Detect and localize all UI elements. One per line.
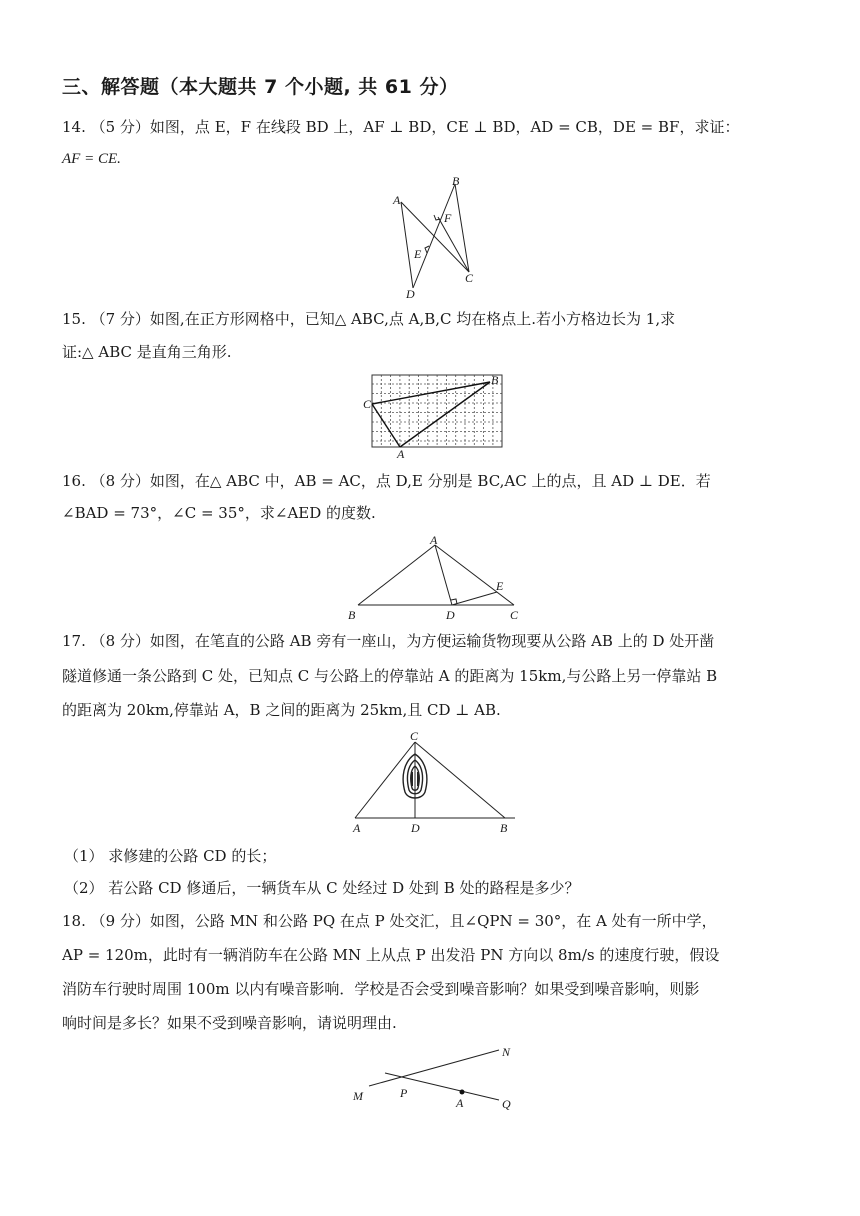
label-b: B xyxy=(348,608,356,622)
q18-text-line-2: AP = 120m，此时有一辆消防车在公路 MN 上从点 P 出发沿 PN 方向以 8m/s 的速度行驶，假设 xyxy=(62,946,720,964)
label-q: Q xyxy=(502,1097,511,1111)
q14-text-line-2: AF = CE. xyxy=(62,151,121,167)
label-p: P xyxy=(400,1086,408,1100)
label-e: E xyxy=(414,247,422,261)
segment-ad xyxy=(401,202,413,288)
label-f: F xyxy=(444,211,452,225)
label-b: B xyxy=(491,373,499,387)
q14-figure xyxy=(380,172,490,302)
label-c: C xyxy=(465,271,474,285)
label-a: A xyxy=(430,535,438,547)
label-m: M xyxy=(353,1089,363,1103)
q14-text-line-1: 14. （5 分）如图，点 E，F 在线段 BD 上，AF ⊥ BD，CE ⊥ BD，AD = CB，DE = BF，求证： xyxy=(62,118,740,136)
q17-text-line-2: 隧道修通一条公路到 C 处，已知点 C 与公路上的停靠站 A 的距离为 15km,与公路上另一停靠站 B xyxy=(62,667,718,685)
q16-figure xyxy=(340,535,530,625)
q18-text-line-1: 18. （9 分）如图，公路 MN 和公路 PQ 在点 P 处交汇，且∠QPN = 30°，在 A 处有一所中学， xyxy=(62,912,717,930)
label-d: D xyxy=(411,821,420,835)
label-n: N xyxy=(502,1045,511,1059)
q18-text-line-4: 响时间是多长？如果不受到噪音影响，请说明理由. xyxy=(62,1014,397,1032)
label-d: D xyxy=(406,287,415,301)
label-c: C xyxy=(510,608,519,622)
label-c: C xyxy=(410,729,419,743)
label-a: A xyxy=(353,821,361,835)
q17-text-line-1: 17. （8 分）如图，在笔直的公路 AB 旁有一座山，为方便运输货物现要从公路 AB 上的 D 处开凿 xyxy=(62,632,715,650)
label-d: D xyxy=(446,608,455,622)
q17-subquestion-1: （1） 求修建的公路 CD 的长； xyxy=(64,847,277,865)
q17-text-line-3: 的距离为 20km,停靠站 A，B 之间的距离为 25km,且 CD ⊥ AB. xyxy=(62,701,501,719)
label-b: B xyxy=(500,821,508,835)
label-a: A xyxy=(397,447,405,460)
q18-text-line-3: 消防车行驶时周围 100m 以内有噪音影响．学校是否会受到噪音影响？如果受到噪音影响，则影 xyxy=(62,980,700,998)
label-a: A xyxy=(393,193,401,207)
q16-text-line-1: 16. （8 分）如图，在△ ABC 中，AB = AC，点 D,E 分别是 BC,AC 上的点，且 AD ⊥ DE．若 xyxy=(62,472,711,490)
label-b: B xyxy=(452,174,460,188)
q15-grid-figure xyxy=(360,370,508,460)
segment-ac-side xyxy=(401,202,469,272)
section-heading: 三、解答题（本大题共 7 个小题, 共 61 分） xyxy=(62,76,459,98)
label-e: E xyxy=(496,579,504,593)
label-c: C xyxy=(363,397,372,411)
q17-subquestion-2: （2） 若公路 CD 修通后，一辆货车从 C 处经过 D 处到 B 处的路程是多少？ xyxy=(64,879,580,897)
q15-text-line-2: 证:△ ABC 是直角三角形. xyxy=(62,343,232,361)
q18-figure xyxy=(345,1040,525,1120)
q17-figure xyxy=(345,728,525,836)
q16-text-line-2: ∠BAD = 73°，∠C = 35°，求∠AED 的度数. xyxy=(62,504,376,522)
label-a: A xyxy=(456,1096,464,1110)
q15-text-line-1: 15. （7 分）如图,在正方形网格中，已知△ ABC,点 A,B,C 均在格点上.若小方格边长为 1,求 xyxy=(62,310,676,328)
